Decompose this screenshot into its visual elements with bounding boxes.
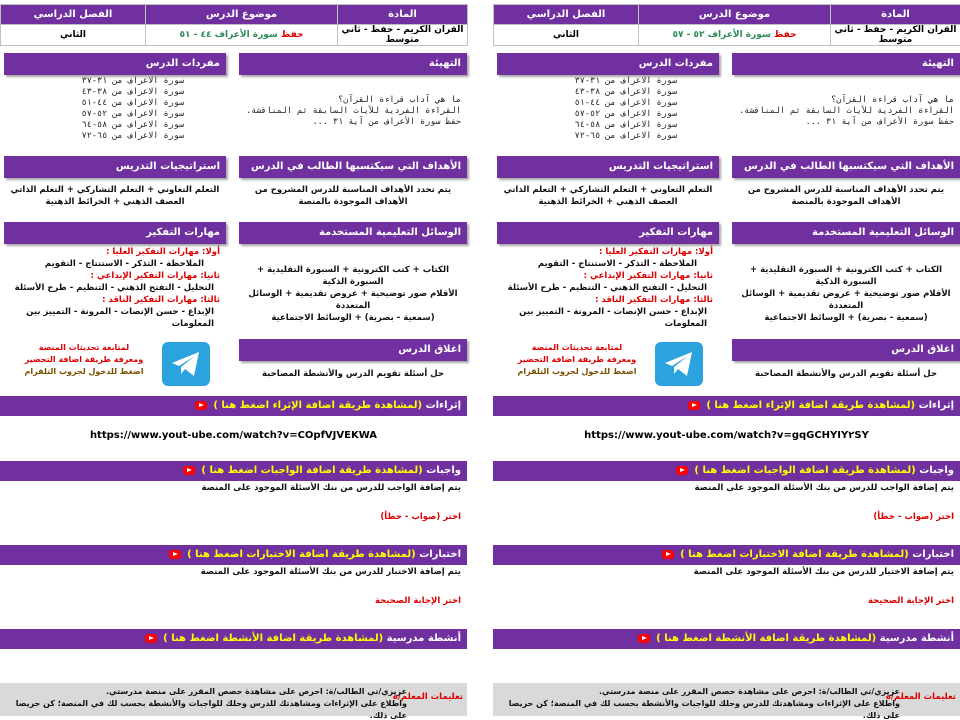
topic-range: سورة الأعراف ٥٢ - ٥٧ — [672, 30, 771, 40]
activities-bar — [493, 629, 960, 649]
vocab-line: سورة الاعراف من ٥٨-٦٤ — [574, 120, 677, 130]
enrich-title: إثراءات — [918, 400, 954, 411]
enrich-link[interactable]: (لمشاهدة طريقة اضافة الإثراء اضغط هنا ) — [213, 400, 423, 411]
notes-line: عزيزي/تي الطالب/ة: احرص على مشاهدة حصص المقرر على منصة مدرستي. — [106, 687, 407, 696]
vocab-title: مفردات الدرس — [4, 53, 226, 75]
vocab-title: مفردات الدرس — [497, 53, 719, 75]
thinking-text: الإبداع - حسن الإنصات - المرونة - التمييز بين المعلومات — [519, 307, 707, 329]
term-value: الثاني — [1, 25, 146, 46]
telegram-line: ومعرفة طريقة اضافة التحضير — [24, 355, 144, 364]
intro-lines — [732, 95, 960, 128]
closing-section — [239, 339, 467, 380]
enrich-title: إثراءات — [425, 400, 461, 411]
notes-text — [497, 686, 900, 720]
activities-bar — [0, 629, 467, 649]
thinking-text: الإبداع - حسن الإنصات - المرونة - التمييز بين المعلومات — [26, 307, 214, 329]
goals-section — [732, 156, 960, 208]
homework-link[interactable]: (لمشاهدة طريقة اضافة الواجبات اضغط هنا ) — [694, 465, 916, 476]
youtube-icon[interactable] — [662, 550, 674, 559]
thinking-label: ثانيا: مهارات التفكير الإبداعي : — [583, 271, 713, 281]
notes-label: تعليمات المعلم/ة — [392, 692, 463, 702]
vocab-lines — [497, 76, 719, 142]
youtube-icon[interactable] — [676, 466, 688, 475]
aids-line: الأقلام صور توضيحية + عروض تقديمية + الوسائل المتعددة — [248, 289, 458, 311]
activities-title: أنشطة مدرسية — [386, 633, 461, 644]
thinking-text: التحليل - التفتح الذهني - التنظيم - طرح الأسئلة — [14, 283, 214, 293]
term-header: الفصل الدراسي — [494, 5, 639, 25]
thinking-section — [4, 222, 226, 330]
tests-bar — [0, 545, 467, 565]
strategies-text — [497, 184, 719, 208]
vocab-line: سورة الاعراف من ٥٢-٥٧ — [574, 109, 677, 119]
homework-title: واجبات — [426, 465, 461, 476]
vocab-lines — [4, 76, 226, 142]
thinking-label: أولا: مهارات التفكير العليا : — [105, 247, 220, 257]
homework-bar — [493, 461, 960, 481]
youtube-icon[interactable] — [638, 634, 650, 643]
vocab-line: سورة الاعراف من ٦٥-٧٢ — [81, 131, 184, 141]
telegram-line: اضغط للدخول لجروب التلقرام — [517, 367, 637, 376]
closing-title: اغلاق الدرس — [239, 339, 467, 361]
aids-line: (سمعية - بصرية) + الوسائط الاجتماعية — [271, 313, 435, 323]
activities-link[interactable]: (لمشاهدة طريقة اضافة الأنشطة اضغط هنا ) — [163, 633, 384, 644]
thinking-text: الملاحظة - التذكر - الاستنتاج - التقويم — [44, 259, 204, 269]
homework-type: اختر (صواب - خطأ) — [873, 512, 954, 522]
enrich-bar — [493, 396, 960, 416]
subject-header: المادة — [338, 5, 468, 25]
youtube-icon[interactable] — [195, 401, 207, 410]
notes-line: واطلاع على الإثراءات ومشاهدتك للدرس وحلك للواجبات والأنشطة بحسب لك في المنصة؛ كن حريصا على ذلك. — [508, 699, 900, 720]
notes-line: واطلاع على الإثراءات ومشاهدتك للدرس وحلك للواجبات والأنشطة بحسب لك في المنصة؛ كن حريصا على ذلك. — [15, 699, 407, 720]
closing-text: حل أسئلة تقويم الدرس والأنشطة المصاحبة — [262, 369, 444, 379]
activities-title: أنشطة مدرسية — [879, 633, 954, 644]
vocab-line: سورة الاعراف من ٥٢-٥٧ — [81, 109, 184, 119]
thinking-text: التحليل - التفتح الذهني - التنظيم - طرح الأسئلة — [507, 283, 707, 293]
tests-link[interactable]: (لمشاهدة طريقة اضافة الاختبارات اضغط هنا ) — [187, 549, 416, 560]
enrich-url[interactable]: https://www.yout-ube.com/watch?v=COpfVJVEKWA — [89, 430, 378, 441]
intro-line: القراءة الفردية للآيات السابقة ثم المناقشة. — [246, 106, 461, 116]
intro-title: التهيئة — [732, 53, 960, 75]
telegram-icon[interactable] — [655, 342, 703, 386]
tests-text: يتم إضافة الاختبار للدرس من بنك الأسئلة الموجود على المنصة — [693, 567, 954, 577]
topic-header: موضوع الدرس — [146, 5, 338, 25]
telegram-icon[interactable] — [162, 342, 210, 386]
tests-bar — [493, 545, 960, 565]
thinking-section — [497, 222, 719, 330]
telegram-line: ومعرفة طريقة اضافة التحضير — [517, 355, 637, 364]
vocab-line: سورة الاعراف من ٣١-٣٧ — [574, 76, 677, 86]
topic-header: موضوع الدرس — [639, 5, 831, 25]
homework-text: يتم إضافة الواجب للدرس من بنك الأسئلة الموجود على المنصة — [201, 483, 461, 493]
closing-text: حل أسئلة تقويم الدرس والأنشطة المصاحبة — [755, 369, 937, 379]
homework-bar — [0, 461, 467, 481]
aids-line: الأقلام صور توضيحية + عروض تقديمية + الوسائل المتعددة — [741, 289, 951, 311]
aids-text — [239, 264, 467, 324]
strategies-section — [497, 156, 719, 208]
vocab-line: سورة الاعراف من ٤٤-٥١ — [81, 98, 184, 108]
teacher-notes — [0, 683, 467, 720]
intro-line: حفظ سورة الأعراف من آية ٣١ ... — [312, 117, 461, 127]
tests-title: اختبارات — [912, 549, 954, 560]
tests-type: اختر الإجابة الصحيحة — [375, 596, 461, 606]
strategies-line: العصف الذهني + الخرائط الذهنية — [45, 197, 185, 207]
intro-line: ما هي آداب قراءة القرآن؟ — [338, 95, 461, 105]
tests-link[interactable]: (لمشاهدة طريقة اضافة الاختبارات اضغط هنا ) — [680, 549, 909, 560]
header-table — [493, 4, 960, 46]
strategies-title: استراتيجيات التدريس — [4, 156, 226, 178]
homework-type: اختر (صواب - خطأ) — [380, 512, 461, 522]
telegram-line: لمتابعة تحديثات المنصة — [38, 343, 130, 352]
vocab-section — [497, 53, 719, 142]
intro-line: القراءة الفردية للآيات السابقة ثم المناقشة. — [739, 106, 954, 116]
aids-line: الكتاب + كتب الكترونية + السبورة التقليدية + السبورة الذكية — [256, 265, 449, 287]
strategies-line: التعلم التعاوني + التعلم التشاركي + التعلم الذاتي — [10, 185, 220, 195]
header-table — [0, 4, 468, 46]
telegram-text[interactable] — [507, 342, 647, 378]
goals-text: يتم تحدد الأهداف المناسبة للدرس المشروح من الأهداف الموجودة بالمنصة — [254, 185, 452, 207]
notes-text — [4, 686, 407, 720]
subject-value: القران الكريم - حفظ - ثاني متوسط — [831, 25, 960, 46]
intro-section — [732, 53, 960, 128]
youtube-icon[interactable] — [183, 466, 195, 475]
term-value: الثاني — [494, 25, 639, 46]
aids-line: (سمعية - بصرية) + الوسائط الاجتماعية — [764, 313, 928, 323]
thinking-label: ثالثا: مهارات التفكير الناقد : — [102, 295, 220, 305]
subject-header: المادة — [831, 5, 960, 25]
intro-lines — [239, 95, 467, 128]
strategies-line: التعلم التعاوني + التعلم التشاركي + التعلم الذاتي — [503, 185, 713, 195]
thinking-title: مهارات التفكير — [497, 222, 719, 244]
vocab-line: سورة الاعراف من ٥٨-٦٤ — [81, 120, 184, 130]
strategies-line: العصف الذهني + الخرائط الذهنية — [538, 197, 678, 207]
thinking-label: أولا: مهارات التفكير العليا : — [598, 247, 713, 257]
intro-title: التهيئة — [239, 53, 467, 75]
vocab-line: سورة الاعراف من ٣١-٣٧ — [81, 76, 184, 86]
vocab-line: سورة الاعراف من ٦٥-٧٢ — [574, 131, 677, 141]
aids-text — [732, 264, 960, 324]
intro-section — [239, 53, 467, 128]
closing-section — [732, 339, 960, 380]
vocab-line: سورة الاعراف من ٣٨-٤٣ — [574, 87, 677, 97]
topic-value — [639, 25, 831, 46]
aids-line: الكتاب + كتب الكترونية + السبورة التقليدية + السبورة الذكية — [749, 265, 942, 287]
enrich-url[interactable]: https://www.yout-ube.com/watch?v=gqGCHYIY٢SY — [584, 430, 869, 441]
vocab-section — [4, 53, 226, 142]
tests-text: يتم إضافة الاختبار للدرس من بنك الأسئلة الموجود على المنصة — [200, 567, 461, 577]
term-header: الفصل الدراسي — [1, 5, 146, 25]
topic-value — [146, 25, 338, 46]
thinking-label: ثانيا: مهارات التفكير الإبداعي : — [90, 271, 220, 281]
homework-text: يتم إضافة الواجب للدرس من بنك الأسئلة الموجود على المنصة — [694, 483, 954, 493]
thinking-text: الملاحظة - التذكر - الاستنتاج - التقويم — [537, 259, 697, 269]
vocab-line: سورة الاعراف من ٣٨-٤٣ — [81, 87, 184, 97]
activities-link[interactable]: (لمشاهدة طريقة اضافة الأنشطة اضغط هنا ) — [656, 633, 877, 644]
thinking-title: مهارات التفكير — [4, 222, 226, 244]
topic-prefix: حفظ — [773, 30, 797, 40]
strategies-text — [4, 184, 226, 208]
intro-line: حفظ سورة الأعراف من آية ٣١ ... — [805, 117, 954, 127]
subject-value: القران الكريم - حفظ - ثاني متوسط — [338, 25, 468, 46]
telegram-line: لمتابعة تحديثات المنصة — [531, 343, 623, 352]
aids-section — [239, 222, 467, 324]
goals-section — [239, 156, 467, 208]
aids-section — [732, 222, 960, 324]
enrich-bar — [0, 396, 467, 416]
topic-range: سورة الأعراف ٤٤ - ٥١ — [179, 30, 278, 40]
lesson-plan-page-left — [0, 0, 467, 720]
vocab-line: سورة الاعراف من ٤٤-٥١ — [574, 98, 677, 108]
strategies-section — [4, 156, 226, 208]
notes-label: تعليمات المعلم/ة — [885, 692, 956, 702]
goals-title: الأهداف التي سيكتسبها الطالب في الدرس — [732, 156, 960, 178]
youtube-icon[interactable] — [145, 634, 157, 643]
intro-line: ما هي آداب قراءة القرآن؟ — [831, 95, 954, 105]
youtube-icon[interactable] — [688, 401, 700, 410]
enrich-link[interactable]: (لمشاهدة طريقة اضافة الإثراء اضغط هنا ) — [706, 400, 916, 411]
homework-title: واجبات — [919, 465, 954, 476]
goals-text: يتم تحدد الأهداف المناسبة للدرس المشروح من الأهداف الموجودة بالمنصة — [747, 185, 945, 207]
thinking-list — [497, 246, 719, 330]
youtube-icon[interactable] — [169, 550, 181, 559]
lesson-plan-page-right — [493, 0, 960, 720]
goals-title: الأهداف التي سيكتسبها الطالب في الدرس — [239, 156, 467, 178]
telegram-line: اضغط للدخول لجروب التلقرام — [24, 367, 144, 376]
homework-link[interactable]: (لمشاهدة طريقة اضافة الواجبات اضغط هنا ) — [201, 465, 423, 476]
teacher-notes — [493, 683, 960, 720]
aids-title: الوسائل التعليمية المستخدمة — [732, 222, 960, 244]
tests-title: اختبارات — [419, 549, 461, 560]
notes-line: عزيزي/تي الطالب/ة: احرص على مشاهدة حصص المقرر على منصة مدرستي. — [599, 687, 900, 696]
tests-type: اختر الإجابة الصحيحة — [868, 596, 954, 606]
closing-title: اغلاق الدرس — [732, 339, 960, 361]
thinking-label: ثالثا: مهارات التفكير الناقد : — [595, 295, 713, 305]
aids-title: الوسائل التعليمية المستخدمة — [239, 222, 467, 244]
telegram-text[interactable] — [14, 342, 154, 378]
strategies-title: استراتيجيات التدريس — [497, 156, 719, 178]
topic-prefix: حفظ — [280, 30, 304, 40]
thinking-list — [4, 246, 226, 330]
